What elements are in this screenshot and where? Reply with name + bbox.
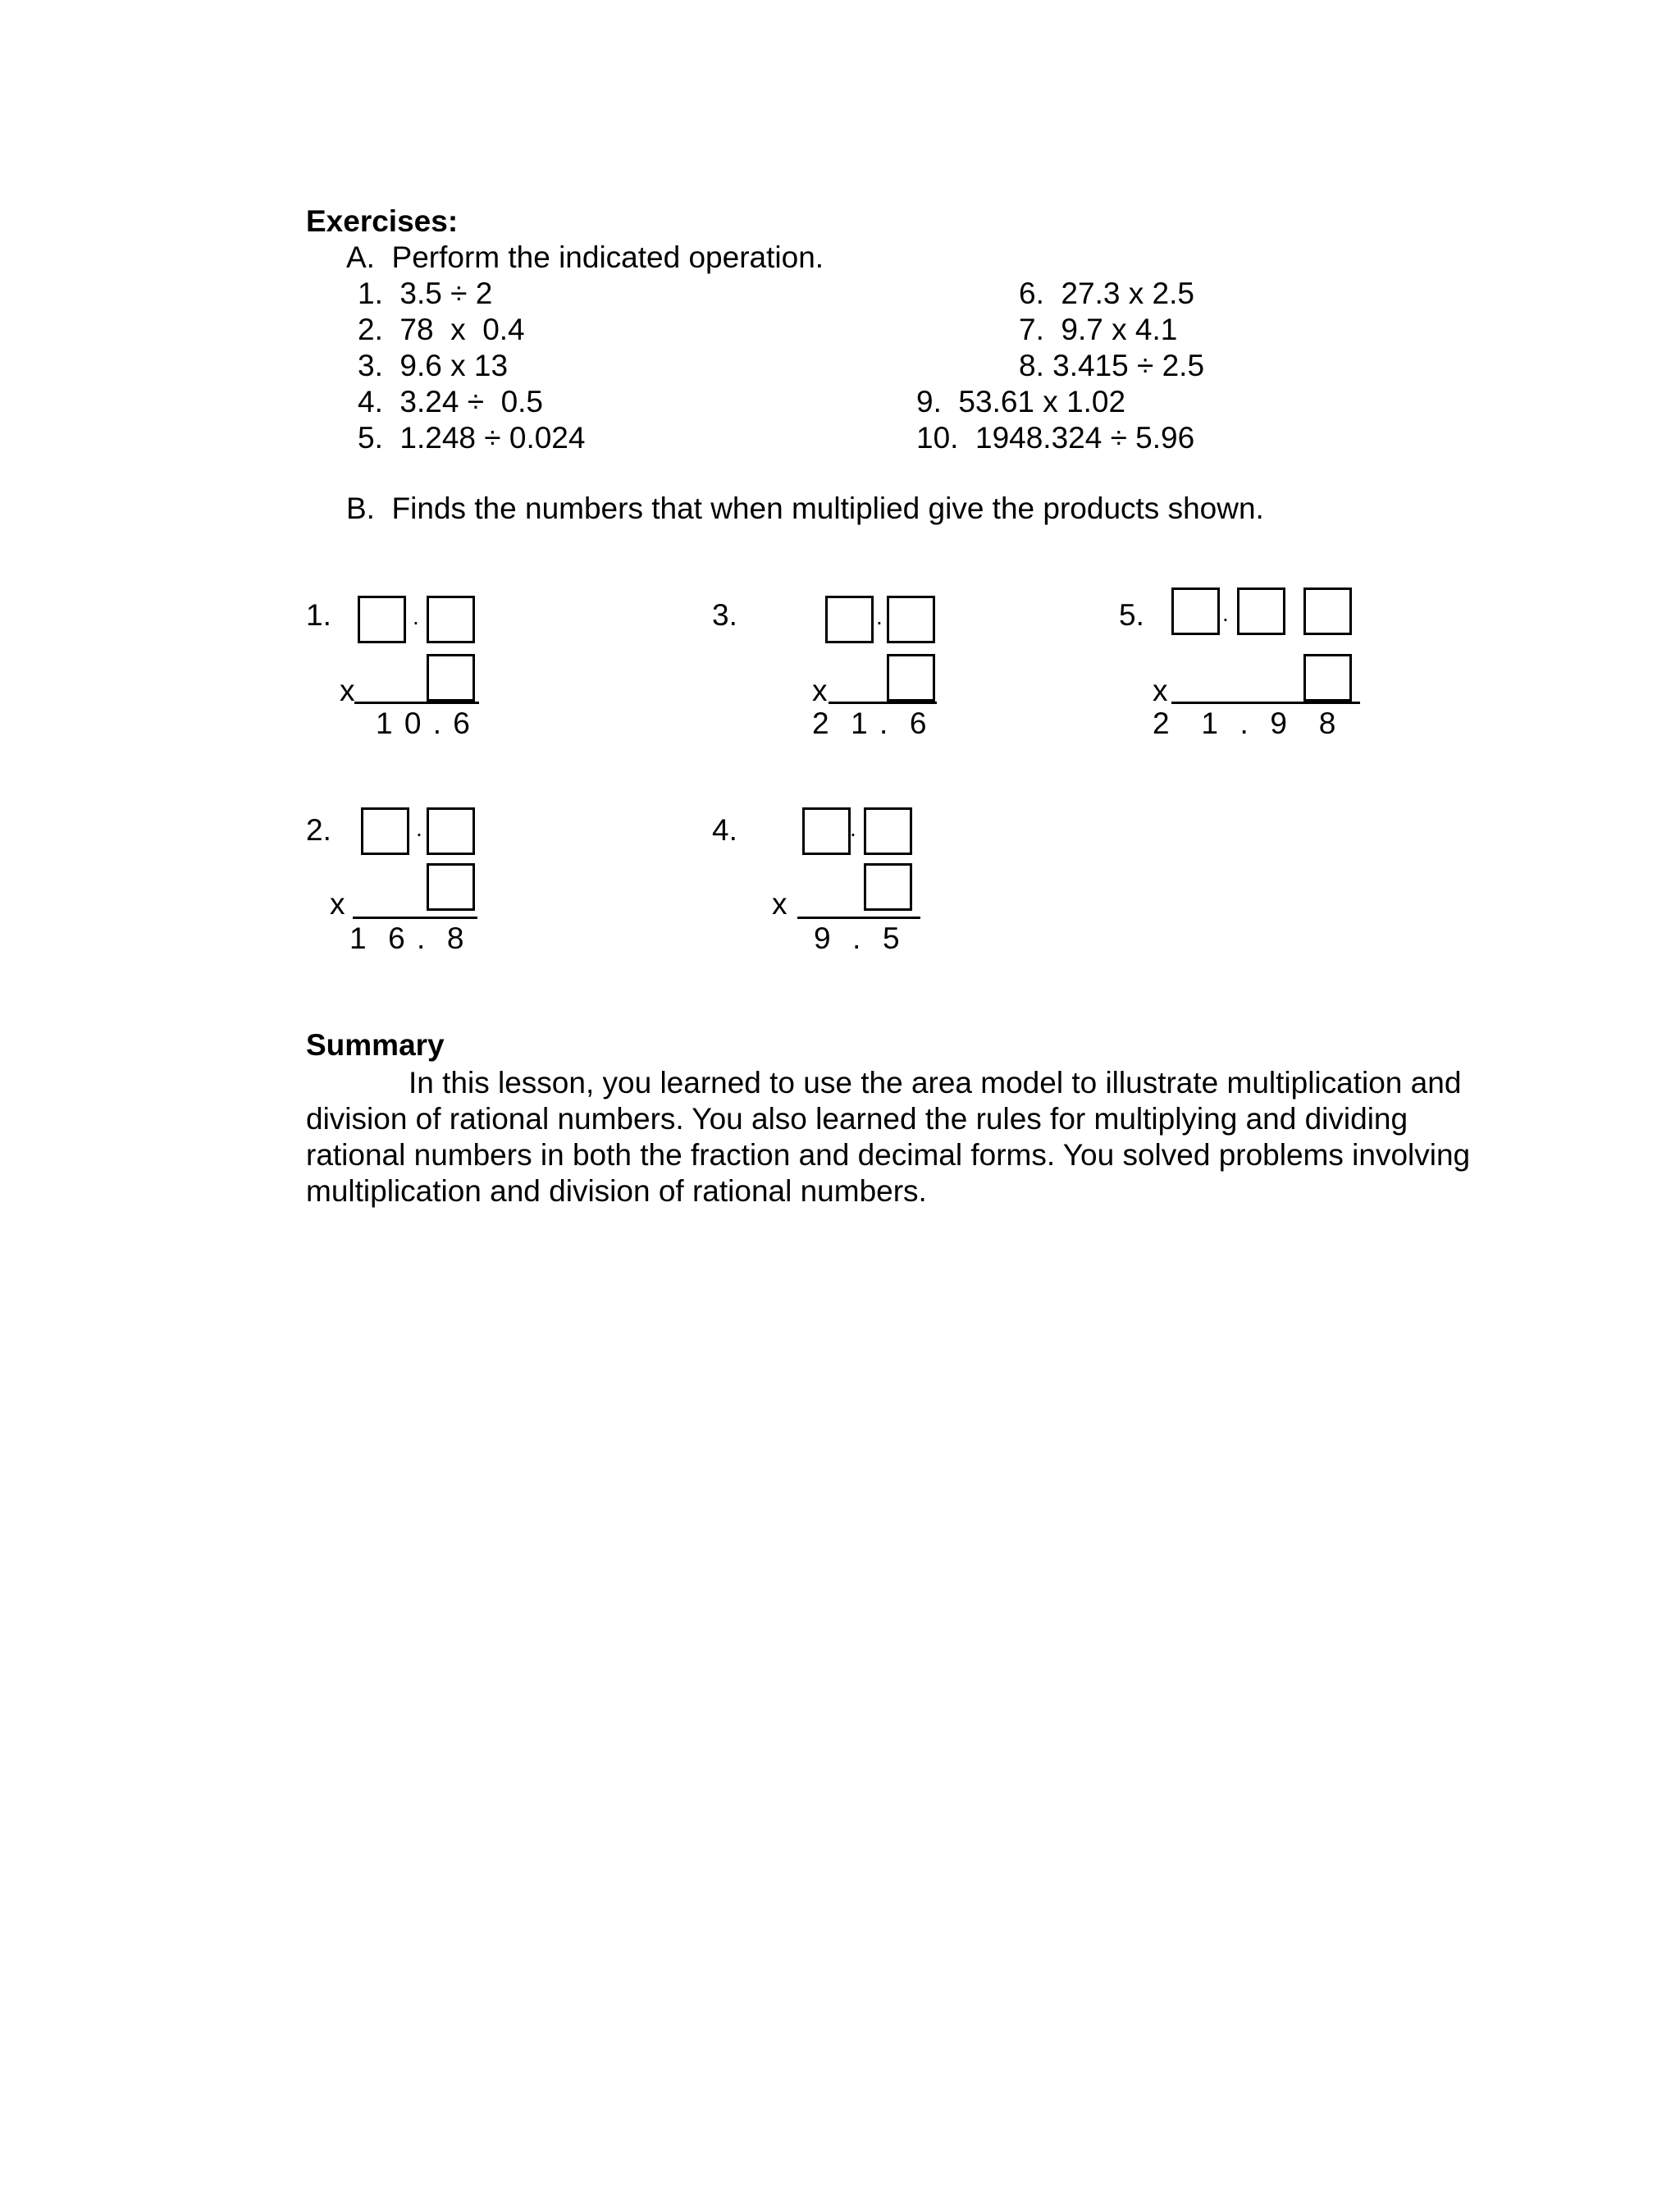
decimal-point: . bbox=[850, 816, 856, 841]
problem-number: 2. bbox=[306, 813, 331, 847]
part-a-item-9: 9. 53.61 x 1.02 bbox=[916, 385, 1126, 418]
exercises-heading: Exercises: bbox=[306, 204, 459, 238]
times-sign: x bbox=[1153, 674, 1168, 707]
product: 1 6 . 8 bbox=[349, 921, 466, 955]
part-a-item-7: 7. 9.7 x 4.1 bbox=[1019, 313, 1178, 346]
times-sign: x bbox=[340, 674, 355, 707]
part-a-item-4: 4. 3.24 ÷ 0.5 bbox=[358, 385, 544, 418]
answer-box[interactable] bbox=[427, 807, 475, 855]
times-sign: x bbox=[812, 674, 828, 707]
answer-box[interactable] bbox=[427, 863, 475, 911]
answer-box[interactable] bbox=[864, 863, 912, 911]
answer-box[interactable] bbox=[887, 654, 935, 702]
part-a-item-1: 1. 3.5 ÷ 2 bbox=[358, 277, 493, 310]
answer-box[interactable] bbox=[1237, 588, 1285, 635]
answer-box[interactable] bbox=[427, 654, 475, 702]
problem-number: 5. bbox=[1119, 598, 1144, 632]
product: 9 . 5 bbox=[814, 921, 902, 955]
summary-text: In this lesson, you learned to use the area model to illustrate multiplication and division of rational numbers. You also learned the rules for multiplying and dividing rational numbers in both the fraction and decimal forms. You solved problems involving multiplication and division of rational numbers. bbox=[306, 1066, 1471, 1208]
answer-box[interactable] bbox=[887, 596, 935, 643]
summary-body bbox=[306, 1065, 1471, 1209]
part-a-item-2: 2. 78 x 0.4 bbox=[358, 313, 525, 346]
product: 2 1 . 6 bbox=[812, 706, 929, 740]
answer-box[interactable] bbox=[825, 596, 874, 643]
part-a-item-8: 8. 3.415 ÷ 2.5 bbox=[1019, 349, 1205, 382]
answer-box[interactable] bbox=[1303, 588, 1352, 635]
product-line bbox=[354, 702, 479, 704]
times-sign: x bbox=[330, 887, 345, 921]
decimal-point: . bbox=[876, 604, 883, 629]
product-line bbox=[797, 917, 920, 919]
problem-number: 3. bbox=[712, 598, 737, 632]
answer-box[interactable] bbox=[358, 596, 406, 643]
decimal-point: . bbox=[1222, 601, 1229, 626]
answer-box[interactable] bbox=[361, 807, 409, 855]
part-a-item-3: 3. 9.6 x 13 bbox=[358, 349, 509, 382]
part-a-item-10: 10. 1948.324 ÷ 5.96 bbox=[916, 421, 1195, 455]
part-a-instruction: A. Perform the indicated operation. bbox=[346, 240, 824, 274]
times-sign: x bbox=[772, 887, 788, 921]
decimal-point: . bbox=[413, 604, 419, 629]
product-line bbox=[829, 702, 937, 704]
problem-number: 1. bbox=[306, 598, 331, 632]
problem-number: 4. bbox=[712, 813, 737, 847]
decimal-point: . bbox=[416, 816, 422, 841]
product-line bbox=[1171, 702, 1360, 704]
answer-box[interactable] bbox=[427, 596, 475, 643]
part-b-instruction: B. Finds the numbers that when multiplied give the products shown. bbox=[346, 491, 1264, 525]
answer-box[interactable] bbox=[802, 807, 851, 855]
part-a-item-5: 5. 1.248 ÷ 0.024 bbox=[358, 421, 586, 455]
product-line bbox=[353, 917, 477, 919]
answer-box[interactable] bbox=[1171, 588, 1220, 635]
answer-box[interactable] bbox=[864, 807, 912, 855]
product: 2 1 . 9 8 bbox=[1153, 706, 1338, 740]
answer-box[interactable] bbox=[1303, 654, 1352, 702]
product: 1 0 . 6 bbox=[376, 706, 472, 740]
summary-heading: Summary bbox=[306, 1028, 445, 1062]
part-a-item-6: 6. 27.3 x 2.5 bbox=[1019, 277, 1194, 310]
